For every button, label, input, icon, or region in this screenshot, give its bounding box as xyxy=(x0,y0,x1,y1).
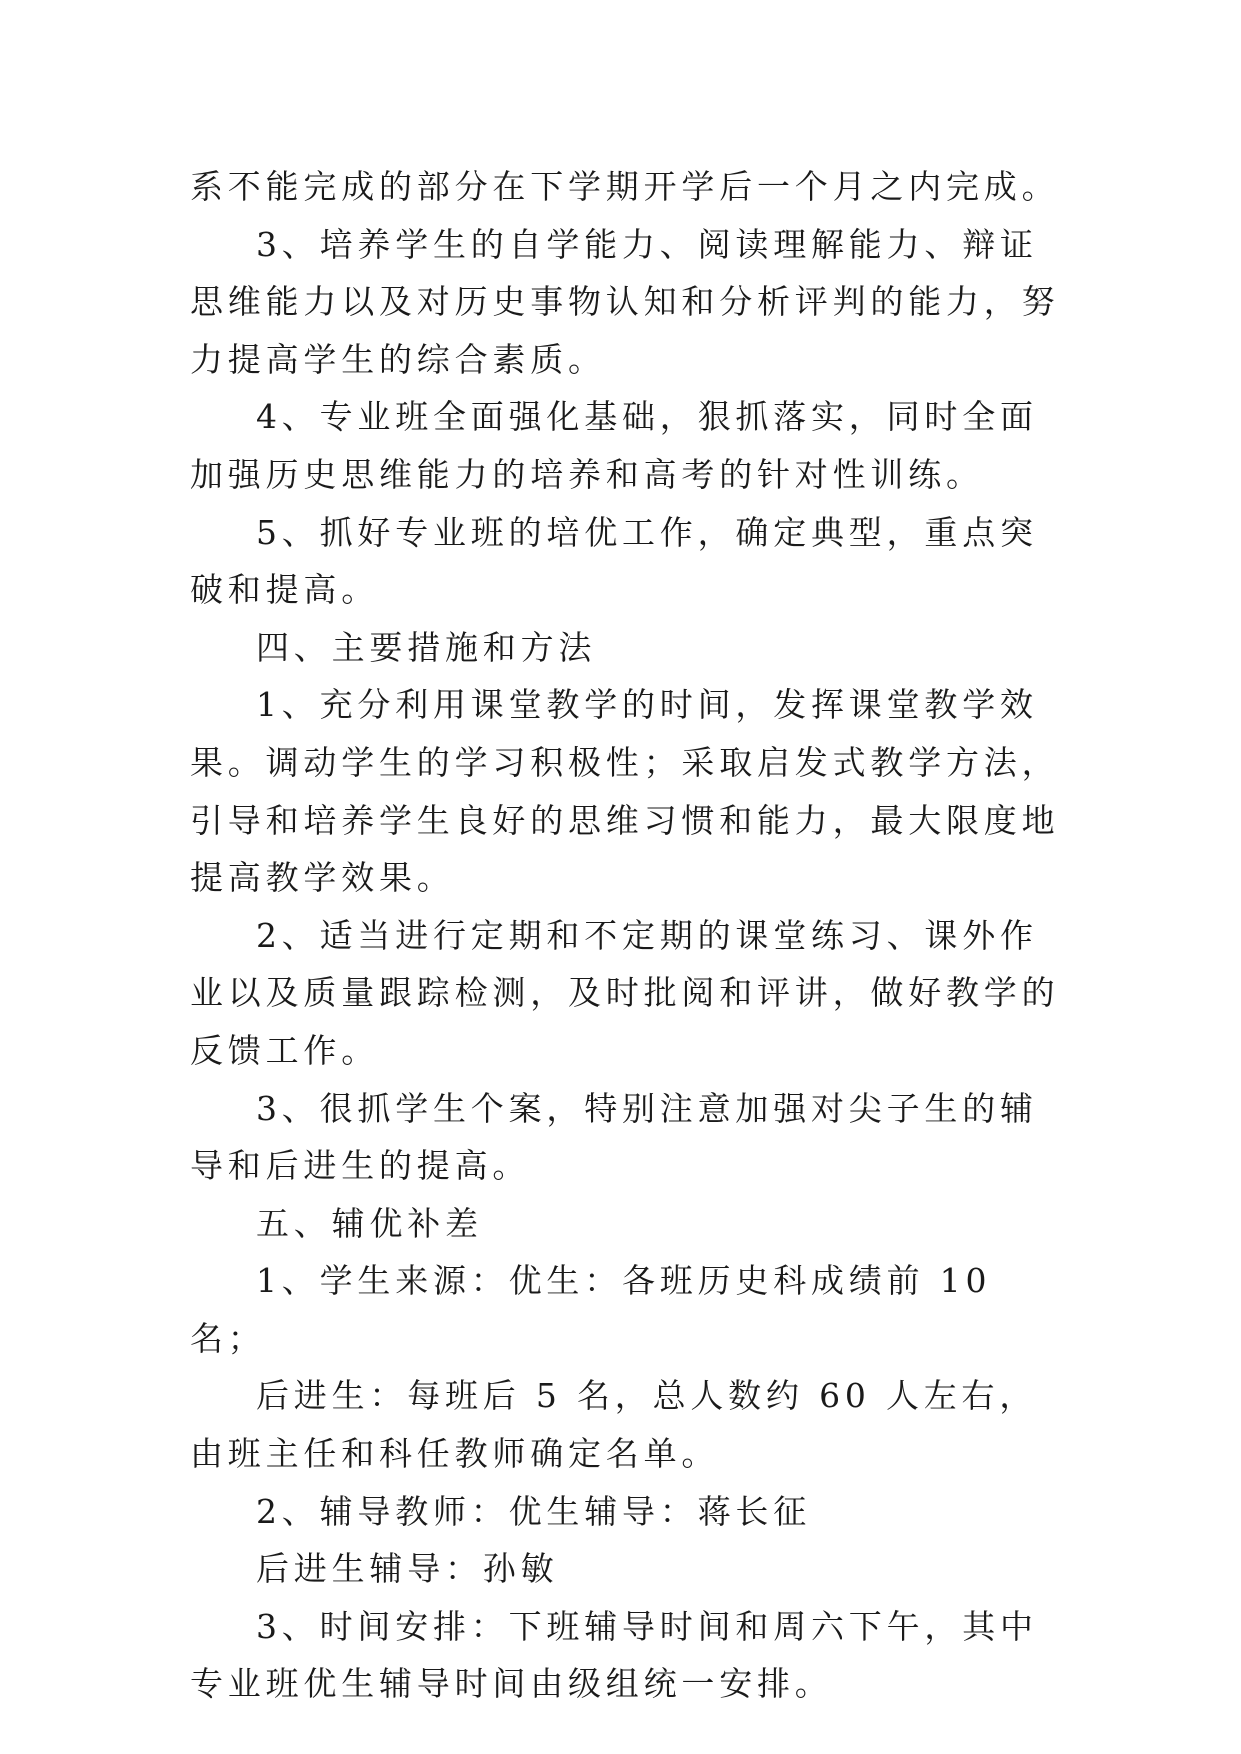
paragraph-measure-3: 3、很抓学生个案，特别注意加强对尖子生的辅导和后进生的提高。 xyxy=(190,1088,1038,1186)
paragraph-student-source: 1、学生来源：优生：各班历史科成绩前 10 名； xyxy=(190,1261,1007,1358)
paragraph-schedule: 3、时间安排：下班辅导时间和周六下午，其中专业班优生辅导时间由级组统一安排。 xyxy=(190,1606,1038,1704)
section-heading-tutoring: 五、辅优补差 xyxy=(256,1203,483,1243)
paragraph-continuation: 系不能完成的部分在下学期开学后一个月之内完成。 xyxy=(190,167,1060,206)
paragraph-goal-5: 5、抓好专业班的培优工作，确定典型，重点突破和提高。 xyxy=(190,512,1038,610)
section-heading-measures: 四、主要措施和方法 xyxy=(256,627,597,667)
paragraph-goal-3: 3、培养学生的自学能力、阅读理解能力、辩证思维能力以及对历史事物认知和分析评判的能力，努力提高学生的综合素质。 xyxy=(190,224,1060,379)
paragraph-lagging-students: 后进生：每班后 5 名，总人数约 60 人左右，由班主任和科任教师确定名单。 xyxy=(190,1376,1038,1474)
document-body xyxy=(190,158,1060,1713)
paragraph-measure-1: 1、充分利用课堂教学的时间，发挥课堂教学效果。调动学生的学习积极性；采取启发式教学方法，引导和培养学生良好的思维习惯和能力，最大限度地提高教学效果。 xyxy=(190,685,1060,898)
paragraph-tutor-teachers: 2、辅导教师：优生辅导：蒋长征 xyxy=(256,1491,811,1531)
paragraph-goal-4: 4、专业班全面强化基础，狠抓落实，同时全面加强历史思维能力的培养和高考的针对性训练。 xyxy=(190,397,1038,494)
paragraph-measure-2: 2、适当进行定期和不定期的课堂练习、课外作业以及质量跟踪检测，及时批阅和评讲，做好教学的反馈工作。 xyxy=(190,915,1060,1070)
paragraph-lagging-tutor: 后进生辅导：孙敏 xyxy=(256,1549,559,1589)
